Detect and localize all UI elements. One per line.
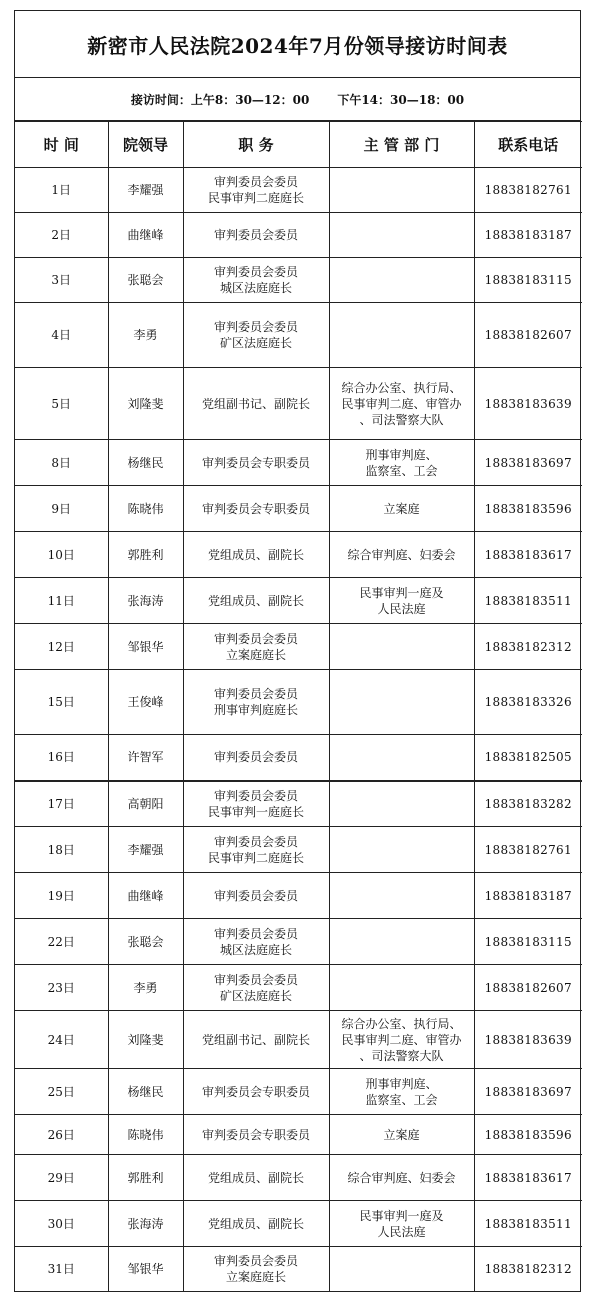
cell-department bbox=[329, 213, 474, 258]
table-row bbox=[15, 1011, 582, 1069]
cell-phone: 18838183326 bbox=[474, 670, 582, 735]
reception-schedule-sheet bbox=[14, 10, 581, 1292]
cell-duty: 审判委员会专职委员 bbox=[183, 440, 329, 486]
cell-duty: 党组成员、副院长 bbox=[183, 532, 329, 578]
header-phone: 联系电话 bbox=[474, 122, 582, 168]
table-row bbox=[15, 303, 582, 368]
cell-leader: 李耀强 bbox=[108, 827, 183, 873]
cell-department bbox=[329, 303, 474, 368]
cell-department bbox=[329, 827, 474, 873]
header-leader: 院领导 bbox=[108, 122, 183, 168]
cell-phone: 18838183187 bbox=[474, 213, 582, 258]
cell-date: 31日 bbox=[15, 1247, 108, 1291]
cell-phone: 18838183115 bbox=[474, 919, 582, 965]
cell-department: 综合审判庭、妇委会 bbox=[329, 1155, 474, 1201]
table-row bbox=[15, 1247, 582, 1291]
cell-duty: 审判委员会委员 民事审判二庭庭长 bbox=[183, 168, 329, 213]
cell-duty: 审判委员会专职委员 bbox=[183, 1069, 329, 1115]
cell-date: 3日 bbox=[15, 258, 108, 303]
table-row bbox=[15, 213, 582, 258]
schedule-table bbox=[15, 121, 582, 1291]
cell-date: 23日 bbox=[15, 965, 108, 1011]
cell-date: 2日 bbox=[15, 213, 108, 258]
cell-date: 22日 bbox=[15, 919, 108, 965]
cell-phone: 18838183511 bbox=[474, 578, 582, 624]
cell-department: 综合办公室、执行局、 民事审判二庭、审管办 、司法警察大队 bbox=[329, 368, 474, 440]
cell-date: 17日 bbox=[15, 781, 108, 827]
table-row bbox=[15, 440, 582, 486]
cell-date: 8日 bbox=[15, 440, 108, 486]
cell-phone: 18838183697 bbox=[474, 440, 582, 486]
cell-date: 1日 bbox=[15, 168, 108, 213]
cell-leader: 张海涛 bbox=[108, 1201, 183, 1247]
cell-phone: 18838182312 bbox=[474, 1247, 582, 1291]
cell-department bbox=[329, 781, 474, 827]
table-row bbox=[15, 873, 582, 919]
table-row bbox=[15, 532, 582, 578]
cell-phone: 18838183282 bbox=[474, 781, 582, 827]
cell-date: 5日 bbox=[15, 368, 108, 440]
cell-date: 29日 bbox=[15, 1155, 108, 1201]
cell-duty: 审判委员会委员 民事审判一庭庭长 bbox=[183, 781, 329, 827]
header-date: 时 间 bbox=[15, 122, 108, 168]
reception-hours bbox=[15, 78, 580, 121]
table-row bbox=[15, 624, 582, 670]
cell-date: 16日 bbox=[15, 735, 108, 781]
hours-label: 接访时间： bbox=[130, 92, 191, 107]
cell-duty: 党组成员、副院长 bbox=[183, 578, 329, 624]
cell-department bbox=[329, 873, 474, 919]
cell-leader: 邹银华 bbox=[108, 1247, 183, 1291]
cell-date: 4日 bbox=[15, 303, 108, 368]
cell-duty: 审判委员会委员 立案庭庭长 bbox=[183, 1247, 329, 1291]
cell-duty: 审判委员会专职委员 bbox=[183, 486, 329, 532]
cell-leader: 郭胜利 bbox=[108, 532, 183, 578]
cell-leader: 刘隆斐 bbox=[108, 368, 183, 440]
cell-department bbox=[329, 258, 474, 303]
hours-morning: 上午8：30—12：00 bbox=[190, 92, 310, 107]
cell-date: 18日 bbox=[15, 827, 108, 873]
cell-phone: 18838183187 bbox=[474, 873, 582, 919]
table-row bbox=[15, 1155, 582, 1201]
cell-duty: 审判委员会委员 城区法庭庭长 bbox=[183, 258, 329, 303]
cell-duty: 审判委员会委员 民事审判二庭庭长 bbox=[183, 827, 329, 873]
header-duty: 职 务 bbox=[183, 122, 329, 168]
cell-date: 12日 bbox=[15, 624, 108, 670]
table-row bbox=[15, 965, 582, 1011]
cell-leader: 张聪会 bbox=[108, 258, 183, 303]
cell-date: 25日 bbox=[15, 1069, 108, 1115]
cell-date: 15日 bbox=[15, 670, 108, 735]
cell-date: 19日 bbox=[15, 873, 108, 919]
table-header-row bbox=[15, 122, 582, 168]
cell-duty: 党组成员、副院长 bbox=[183, 1155, 329, 1201]
hours-afternoon: 下午14：30—18：00 bbox=[337, 92, 465, 107]
cell-department bbox=[329, 965, 474, 1011]
cell-department bbox=[329, 919, 474, 965]
cell-department bbox=[329, 1247, 474, 1291]
cell-department bbox=[329, 670, 474, 735]
cell-phone: 18838182607 bbox=[474, 303, 582, 368]
cell-department bbox=[329, 168, 474, 213]
cell-date: 11日 bbox=[15, 578, 108, 624]
cell-department: 刑事审判庭、 监察室、工会 bbox=[329, 440, 474, 486]
cell-phone: 18838182312 bbox=[474, 624, 582, 670]
cell-phone: 18838182505 bbox=[474, 735, 582, 781]
cell-phone: 18838183511 bbox=[474, 1201, 582, 1247]
cell-duty: 审判委员会委员 矿区法庭庭长 bbox=[183, 965, 329, 1011]
cell-leader: 邹银华 bbox=[108, 624, 183, 670]
cell-phone: 18838182607 bbox=[474, 965, 582, 1011]
cell-department: 民事审判一庭及 人民法庭 bbox=[329, 1201, 474, 1247]
cell-date: 10日 bbox=[15, 532, 108, 578]
table-row bbox=[15, 1201, 582, 1247]
table-row bbox=[15, 578, 582, 624]
cell-phone: 18838183596 bbox=[474, 1115, 582, 1155]
cell-duty: 审判委员会委员 立案庭庭长 bbox=[183, 624, 329, 670]
table-row bbox=[15, 486, 582, 532]
cell-leader: 陈晓伟 bbox=[108, 486, 183, 532]
cell-department: 刑事审判庭、 监察室、工会 bbox=[329, 1069, 474, 1115]
cell-department: 民事审判一庭及 人民法庭 bbox=[329, 578, 474, 624]
cell-date: 24日 bbox=[15, 1011, 108, 1069]
table-body bbox=[15, 168, 582, 1291]
cell-department bbox=[329, 735, 474, 781]
cell-leader: 李勇 bbox=[108, 303, 183, 368]
table-row bbox=[15, 168, 582, 213]
table-row bbox=[15, 368, 582, 440]
table-row bbox=[15, 781, 582, 827]
cell-date: 9日 bbox=[15, 486, 108, 532]
table-row bbox=[15, 258, 582, 303]
table-row bbox=[15, 670, 582, 735]
cell-duty: 审判委员会委员 bbox=[183, 873, 329, 919]
cell-department bbox=[329, 624, 474, 670]
cell-phone: 18838183639 bbox=[474, 368, 582, 440]
cell-date: 30日 bbox=[15, 1201, 108, 1247]
table-row bbox=[15, 735, 582, 781]
cell-leader: 陈晓伟 bbox=[108, 1115, 183, 1155]
cell-phone: 18838182761 bbox=[474, 827, 582, 873]
table-row bbox=[15, 1069, 582, 1115]
cell-leader: 杨继民 bbox=[108, 440, 183, 486]
cell-phone: 18838183697 bbox=[474, 1069, 582, 1115]
cell-leader: 李耀强 bbox=[108, 168, 183, 213]
cell-duty: 审判委员会委员 城区法庭庭长 bbox=[183, 919, 329, 965]
cell-leader: 曲继峰 bbox=[108, 213, 183, 258]
cell-leader: 许智军 bbox=[108, 735, 183, 781]
cell-date: 26日 bbox=[15, 1115, 108, 1155]
cell-duty: 党组副书记、副院长 bbox=[183, 1011, 329, 1069]
cell-duty: 审判委员会委员 矿区法庭庭长 bbox=[183, 303, 329, 368]
cell-department: 立案庭 bbox=[329, 1115, 474, 1155]
cell-duty: 党组成员、副院长 bbox=[183, 1201, 329, 1247]
cell-leader: 李勇 bbox=[108, 965, 183, 1011]
cell-leader: 郭胜利 bbox=[108, 1155, 183, 1201]
cell-leader: 王俊峰 bbox=[108, 670, 183, 735]
cell-department: 立案庭 bbox=[329, 486, 474, 532]
cell-leader: 杨继民 bbox=[108, 1069, 183, 1115]
cell-duty: 党组副书记、副院长 bbox=[183, 368, 329, 440]
cell-phone: 18838183617 bbox=[474, 532, 582, 578]
cell-leader: 刘隆斐 bbox=[108, 1011, 183, 1069]
header-department: 主 管 部 门 bbox=[329, 122, 474, 168]
cell-phone: 18838183617 bbox=[474, 1155, 582, 1201]
cell-duty: 审判委员会委员 bbox=[183, 735, 329, 781]
table-row bbox=[15, 919, 582, 965]
cell-leader: 曲继峰 bbox=[108, 873, 183, 919]
cell-phone: 18838183639 bbox=[474, 1011, 582, 1069]
table-row bbox=[15, 827, 582, 873]
cell-duty: 审判委员会委员 刑事审判庭庭长 bbox=[183, 670, 329, 735]
cell-department: 综合办公室、执行局、 民事审判二庭、审管办 、司法警察大队 bbox=[329, 1011, 474, 1069]
cell-leader: 高朝阳 bbox=[108, 781, 183, 827]
cell-leader: 张海涛 bbox=[108, 578, 183, 624]
cell-phone: 18838183115 bbox=[474, 258, 582, 303]
cell-duty: 审判委员会委员 bbox=[183, 213, 329, 258]
table-row bbox=[15, 1115, 582, 1155]
cell-phone: 18838182761 bbox=[474, 168, 582, 213]
cell-department: 综合审判庭、妇委会 bbox=[329, 532, 474, 578]
cell-phone: 18838183596 bbox=[474, 486, 582, 532]
cell-duty: 审判委员会专职委员 bbox=[183, 1115, 329, 1155]
cell-leader: 张聪会 bbox=[108, 919, 183, 965]
page-title: 新密市人民法院2024年7月份领导接访时间表 bbox=[15, 11, 580, 78]
